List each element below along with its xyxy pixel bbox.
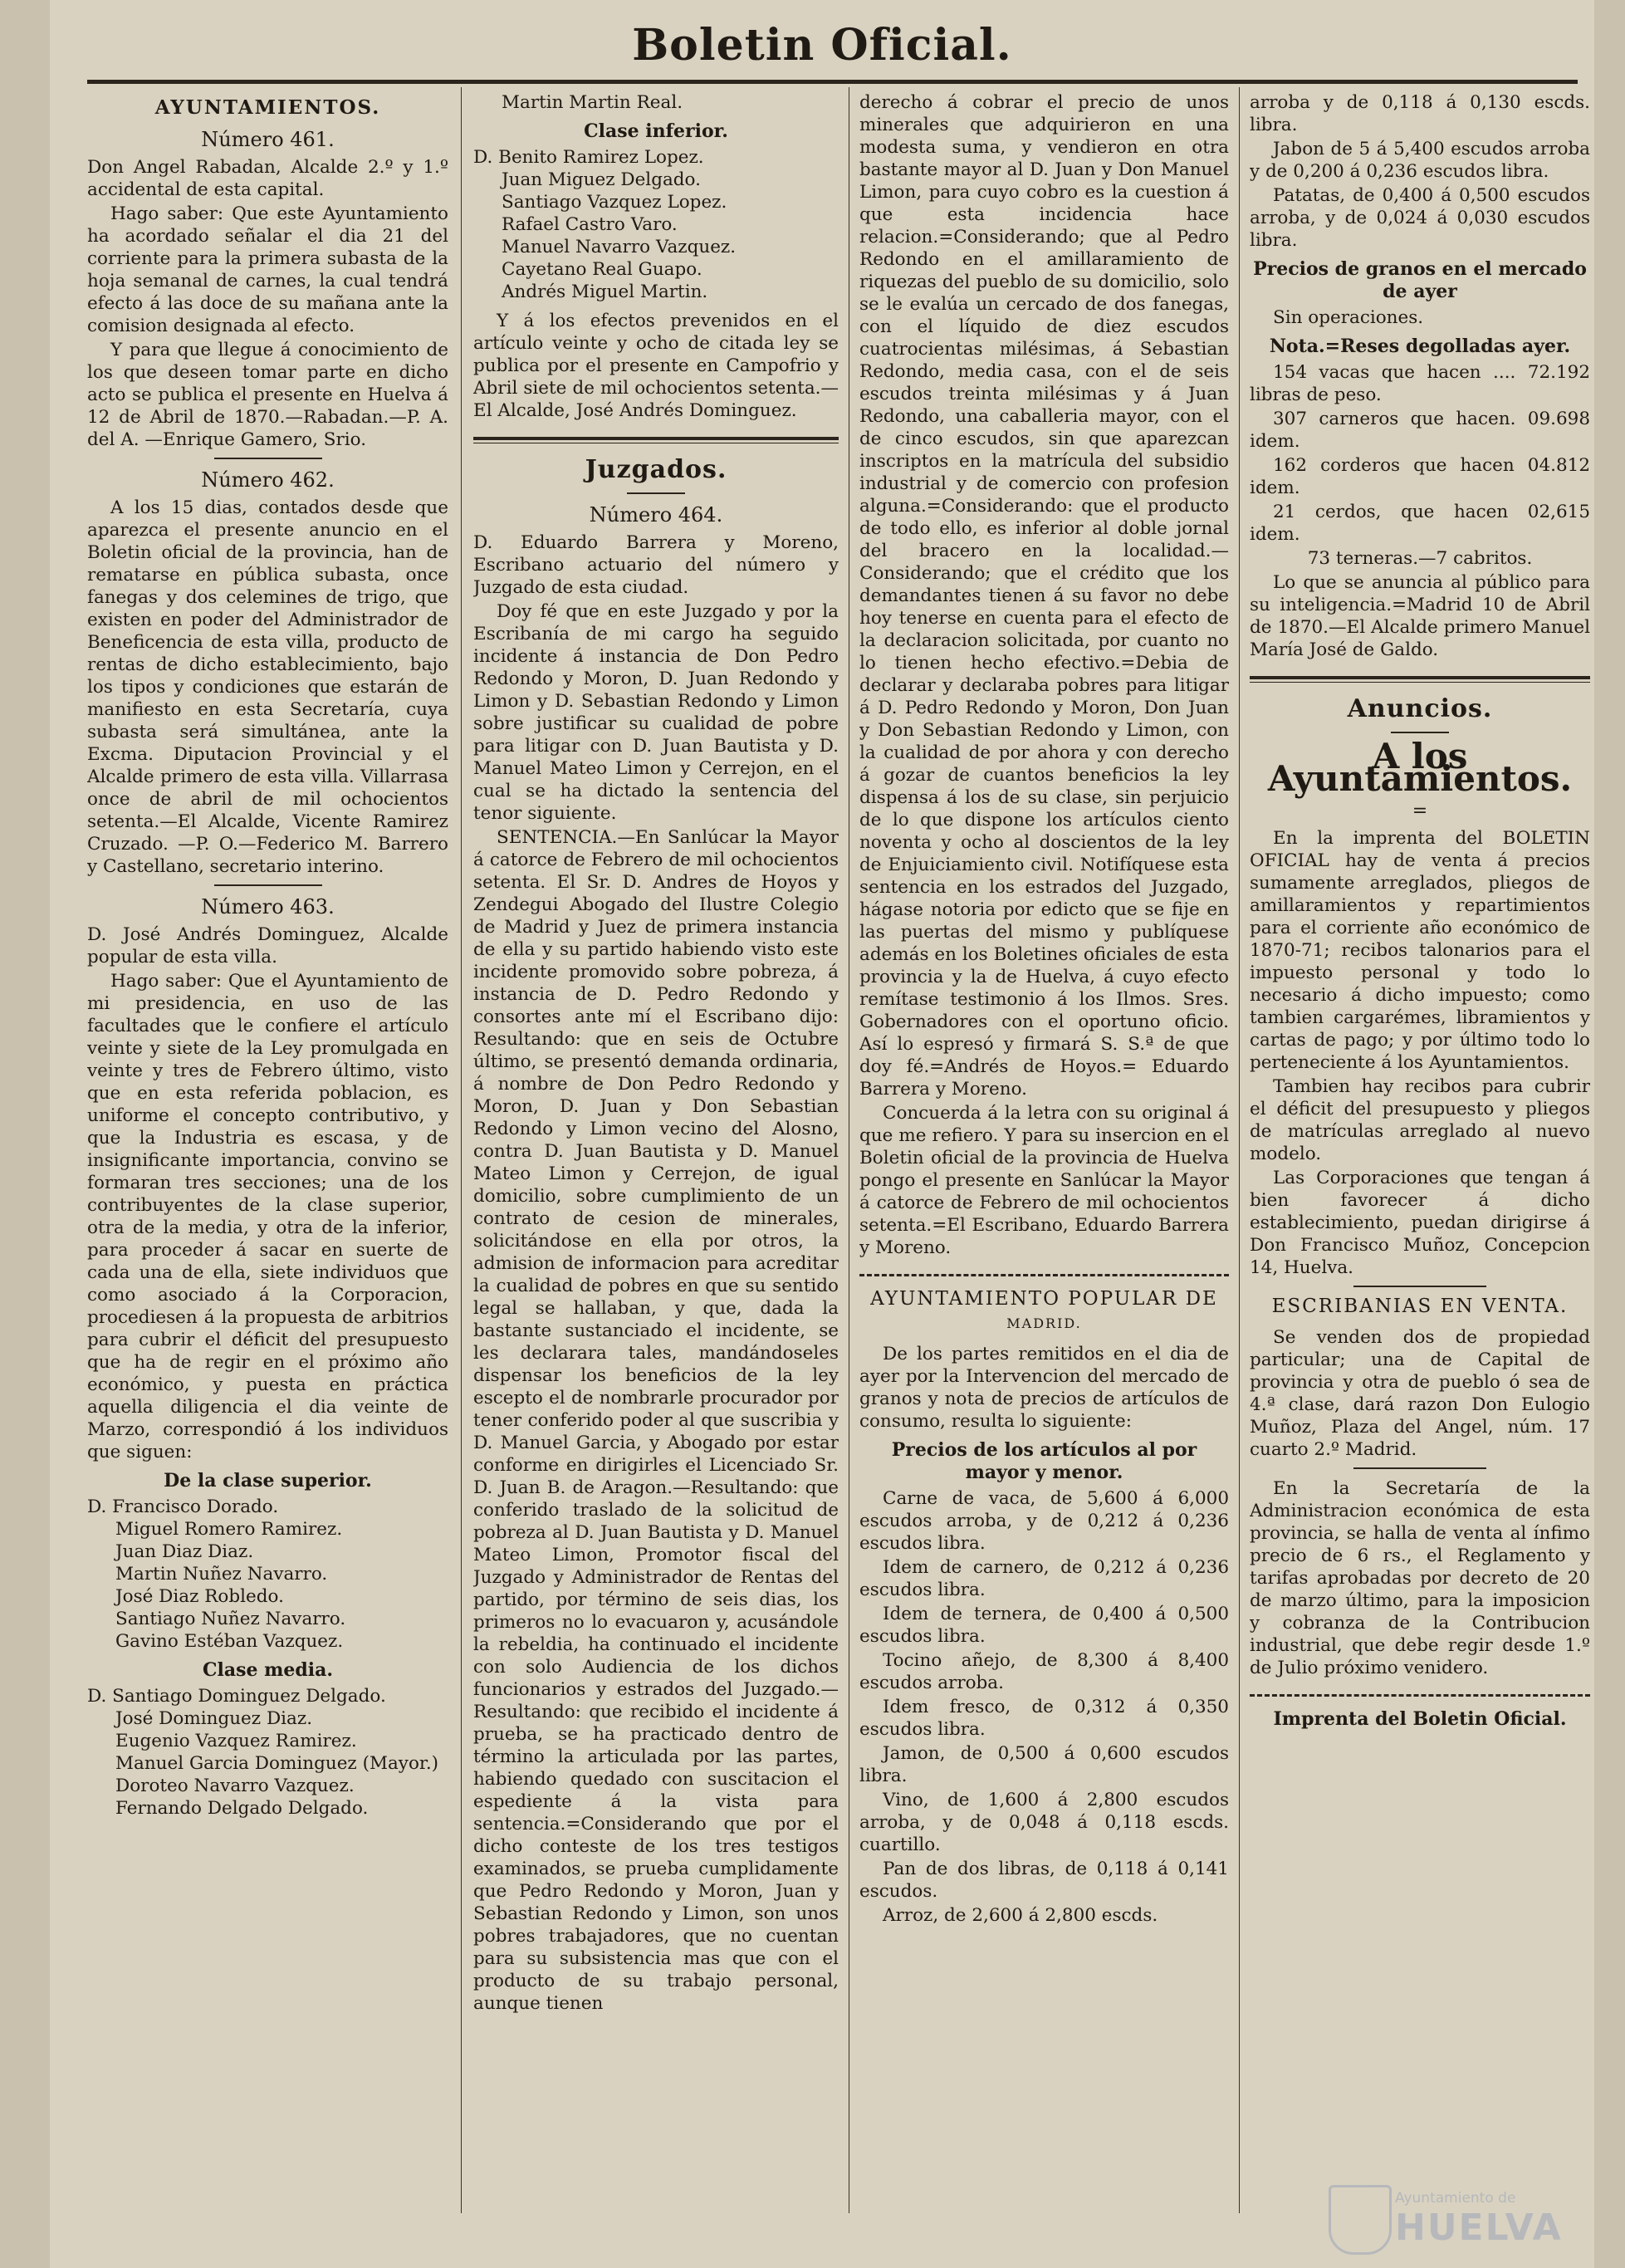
column-3 — [859, 91, 1229, 2251]
paragraph: Y á los efectos prevenidos en el artículo veinte y ocho de citada ley se publica por el presente en Campofrio y Abril siete de mil ochocientos setenta.—El Alcalde, José Andrés Dominguez. — [473, 311, 839, 421]
paragraph: Hago saber: Que el Ayuntamiento de mi presidencia, en uso de las facultades que le confiere el artículo veinte y siete de la Ley promulgada en veinte y tres de Febrero último, visto que en esta referida poblacion, es uniforme el concepto contributivo, y que la Industria es escasa, y de insignificante importancia, convino se formaran tres secciones; una de los contribuyentes de la clase superior, otra de la media, y otra de la inferior, para proceder á sacar en suerte de cada una de ella, siete individuos que como asociado á la Corporacion, procediesen á la propuesta de arbitrios para cubrir el déficit del presupuesto que ha de regir en el próximo año económico, y puesta en práctica aquella diligencia el dia veinte de Marzo, correspondió á los individuos que siguen: — [87, 971, 448, 1462]
price-item: Arroz, de 2,600 á 2,800 escds. — [883, 1905, 1158, 1926]
notice-number-463: Número 463. — [201, 895, 335, 918]
notice-number-464: Número 464. — [589, 503, 723, 527]
paragraph: De los partes remitidos en el dia de ayer por la Intervencion del mercado de granos y nota de precios de artículos de consumo, resulta lo siguiente: — [859, 1344, 1229, 1432]
paragraph: D. Eduardo Barrera y Moreno, Escribano actuario del número y Juzgado de esta ciudad. — [473, 532, 839, 598]
paragraph: Hago saber: Que este Ayuntamiento ha acordado señalar el dia 21 del corriente para la primera subasta de la hoja semanal de carnes, la cual tendrá efecto á las doce de su mañana ante la comision designada al efecto. — [87, 203, 448, 336]
price-item: Tocino añejo, de 8,300 á 8,400 escudos arroba. — [859, 1650, 1229, 1693]
paragraph: En la Secretaría de la Administracion económica de esta provincia, se halla de venta al ínfimo precio de 6 rs., el Reglamento y tarifas aprobadas por decreto de 20 de marzo último, para la imposicion y cobranza de la Contribucion industrial, que debe regir desde 1.º de Julio próximo venidero. — [1250, 1478, 1590, 1678]
paragraph: D. José Andrés Dominguez, Alcalde popular de esta villa. — [87, 924, 448, 967]
paragraph: Y para que llegue á conocimiento de los que deseen tomar parte en dicho acto se publica el presente en Huelva á 12 de Abril de 1870.—Rabadan.—P. A. del A. —Enrique Gamero, Srio. — [87, 340, 448, 450]
watermark-bottom: HUELVA — [1395, 2207, 1563, 2249]
ad-title-escribanias: ESCRIBANIAS EN VENTA. — [1271, 1296, 1569, 1317]
price-item: Vino, de 1,600 á 2,800 escudos arroba, y de 0,048 á 0,118 escds. cuartillo. — [859, 1790, 1229, 1855]
section-title-juzgados: Juzgados. — [585, 455, 727, 484]
list-item: D. Francisco Dorado. — [87, 1496, 279, 1517]
masthead-title: Boletin Oficial. — [632, 20, 1012, 71]
subheading-clase-media: Clase media. — [202, 1659, 334, 1681]
list-item: José Dominguez Diaz. — [115, 1708, 313, 1729]
separator — [214, 458, 322, 459]
paragraph: Se venden dos de propiedad particular; una de Capital de provincia y otra de pueblo ó sea de 4.ª clase, dará razon Don Eulogio Muñoz, Plaza del Angel, núm. 17 cuarto 2.º Madrid. — [1250, 1327, 1590, 1460]
list-item: Santiago Nuñez Navarro. — [115, 1609, 346, 1629]
prices-heading: Precios de los artículos al por mayor y menor. — [891, 1439, 1197, 1483]
list-item: Manuel Navarro Vazquez. — [502, 237, 737, 257]
separator — [1391, 732, 1449, 733]
list-item: José Diaz Robledo. — [115, 1586, 284, 1607]
list-item: Eugenio Vazquez Ramirez. — [115, 1731, 357, 1751]
list-item: Juan Diaz Diaz. — [115, 1541, 254, 1562]
notice-number-461: Número 461. — [201, 128, 335, 151]
crest-icon — [1329, 2185, 1392, 2255]
imprenta-footer: Imprenta del Boletin Oficial. — [1273, 1708, 1567, 1730]
column-divider — [1239, 87, 1240, 2213]
paragraph: Sin operaciones. — [1273, 307, 1424, 328]
column-divider — [461, 87, 462, 2213]
list-item: Manuel Garcia Dominguez (Mayor.) — [115, 1753, 439, 1774]
paragraph: Las Corporaciones que tengan á bien favorecer á dicho establecimiento, puedan dirigirse á Don Francisco Muñoz, Concepcion 14, Huelva. — [1250, 1168, 1590, 1278]
list-item: D. Benito Ramirez Lopez. — [473, 147, 704, 168]
list-item: Martin Nuñez Navarro. — [115, 1564, 328, 1585]
price-item: Pan de dos libras, de 0,118 á 0,141 escudos. — [859, 1859, 1229, 1902]
list-item: Martin Martin Real. — [502, 92, 683, 113]
paragraph: A los 15 dias, contados desde que aparezca el presente anuncio en el Boletin oficial de la provincia, han de rematarse en pública subasta, once fanegas y dos celemines de trigo, que existen en poder del Administrador de Beneficencia de esta villa, producto de rentas de dicho establecimiento, bajo los tipos y condiciones que estarán de manifiesto en esta Secretaría, cuya subasta será simultánea, ante la Excma. Diputacion Provincial y el Alcalde primero de esta villa. Villarrasa once de abril de mil ochocientos setenta.—El Alcalde, Vicente Ramirez Cruzado. —P. O.—Federico M. Barrero y Castellano, secretario interino. — [87, 497, 448, 877]
list-item: Miguel Romero Ramirez. — [115, 1519, 343, 1540]
section-title-ayuntamientos: AYUNTAMIENTOS. — [154, 96, 381, 119]
paragraph: Don Angel Rabadan, Alcalde 2.º y 1.º accidental de esta capital. — [87, 157, 448, 200]
section-divider — [1250, 676, 1590, 683]
section-divider — [1250, 1694, 1590, 1697]
subheading-clase-superior: De la clase superior. — [164, 1470, 372, 1492]
newspaper-page — [50, 0, 1594, 2268]
list-item: Santiago Vazquez Lopez. — [502, 192, 727, 213]
price-item: arroba y de 0,118 á 0,130 escds. libra. — [1250, 92, 1590, 135]
section-title-anuncios: Anuncios. — [1347, 694, 1493, 723]
list-item: Doroteo Navarro Vazquez. — [115, 1776, 355, 1796]
paragraph: derecho á cobrar el precio de unos minerales que adquirieron en una modesta suma, y vendieron en otra bastante mayor al D. Juan y Don Manuel Limon, para cuyo cobro es la cuestion á que esta incidencia hace relacion.=Considerando; que al Pedro Redondo en el amillaramiento de riquezas del pueblo de su domicilio, solo se le evalúa un cercado de dos fanegas, con el líquido de diez escudos cuatrocientas milésimas, á Sebastian Redondo, media casa, con el de seis escudos treinta milésimas y á Juan Redondo, una caballeria mayor, con el de cinco escudos, sin que aparezcan inscriptos en la matrícula del subsidio industrial y de comercio con profesion alguna.=Considerando: que el producto de todo ello, es inferior al doble jornal del bracero en la localidad.—Considerando; que el crédito que los demandantes tienen á su favor no debe hoy tenerse en cuenta para el efecto de la declaracion solicitada, por cuanto no lo tienen hecho efectivo.=Debia de declarar y declaraba pobres para litigar á D. Pedro Redondo y Moron, Don Juan y Don Sebastian Redondo y Limon, con la cualidad de por ahora y con derecho á gozar de cuantos beneficios la ley dispensa á los de su clase, sin perjuicio de lo que dispone los artículos ciento noventa y ocho al doscientos de la ley de Enjuiciamiento civil. Notifíquese esta sentencia en los estrados del Juzgado, hágase notoria por edicto que se fije en las puertas del mismo y publíquese además en los Boletines oficiales de esta provincia y la de Huelva, á cuyo efecto remítase testimonio á los Ilmos. Sres. Gobernadores con el oportuno oficio. Así lo espresó y firmará S. S.ª de que doy fé.=Andrés de Hoyos.= Eduardo Barrera y Moreno. — [859, 92, 1229, 1100]
column-1 — [87, 91, 448, 2251]
price-item: Carne de vaca, de 5,600 á 6,000 escudos arroba, y de 0,212 á 0,236 escudos libra. — [859, 1488, 1229, 1554]
paragraph: Tambien hay recibos para cubrir el déficit del presupuesto y pliegos de matrículas arreglado al nuevo modelo. — [1250, 1076, 1590, 1164]
notice-number-462: Número 462. — [201, 468, 335, 492]
price-item: Jamon, de 0,500 á 0,600 escudos libra. — [859, 1743, 1229, 1786]
list-item: Rafael Castro Varo. — [502, 214, 678, 235]
ornament: = — [1412, 801, 1428, 821]
watermark-top: Ayuntamiento de — [1395, 2190, 1516, 2207]
price-item: Jabon de 5 á 5,400 escudos arroba y de 0,200 á 0,236 escudos libra. — [1250, 139, 1590, 182]
list-item: 21 cerdos, que hacen 02,615 idem. — [1250, 502, 1590, 545]
list-item: 154 vacas que hacen .... 72.192 libras de peso. — [1250, 362, 1590, 405]
list-item: Andrés Miguel Martin. — [502, 282, 708, 302]
price-item: Idem fresco, de 0,312 á 0,350 escudos libra. — [859, 1697, 1229, 1740]
list-item: D. Santiago Dominguez Delgado. — [87, 1686, 386, 1707]
paragraph: En la imprenta del BOLETIN OFICIAL hay de venta á precios sumamente arreglados, pliegos de amillaramientos y repartimientos para el corriente año económico de 1870-71; recibos talonarios para el impuesto personal y todo lo necesario á dicho impuesto; como tambien cargarémes, libramientos y cartas de pago; y por último todo lo perteneciente á los Ayuntamientos. — [1250, 828, 1590, 1073]
ad-title-ayuntamientos: A los Ayuntamientos. — [1267, 736, 1573, 799]
paragraph: SENTENCIA.—En Sanlúcar la Mayor á catorce de Febrero de mil ochocientos setenta. El Sr. D. Andres de Hoyos y Zendegui Abogado del Ilustre Colegio de Madrid y Juez de primera instancia de ella y su partido habiendo visto este incidente promovido sobre pobreza, á instancia de D. Pedro Redondo y consortes ante mí el Escribano dijo: Resultando: que en seis de Octubre último, se presentó demanda ordinaria, á nombre de Don Pedro Redondo y Moron, D. Juan y Don Sebastian Redondo y Limon vecino del Alosno, contra D. Juan Bautista y D. Manuel Mateo Limon y Cerrejon, de igual domicilio, sobre cumplimiento de un contrato de cesion de minerales, solicitándose en ella por otros, la admision de informacion para acreditar la cualidad de pobres en que su sentido legal se hallaban, y que, dada la bastante sustanciado el incidente, se les declarara tales, mandándoseles dispensar los beneficios de la ley escepto el de nombrarle procurador por tener conferido poder al que suscribia y D. Manuel Garcia, y Abogado por estar conforme en dirigirles el Licenciado Sr. D. Juan B. de Aragon.—Resultando: que conferido traslado de la solicitud de pobreza al D. Juan Bautista y D. Manuel Mateo Limon, Promotor fiscal del Juzgado y Administrador de Rentas del partido, por término de seis dias, los primeros no lo evacuaron y, acusándole la rebeldia, ha continuado el incidente con solo Audiencia de los dichos funcionarios y estrados del Juzgado.—Resultando: que recibido el incidente á prueba, se ha practicado dentro de término la articulada por las partes, habiendo quedado con suscitacion el espediente á la vista para sentencia.=Considerando que por el dicho conteste de los tres testigos examinados, se prueba cumplidamente que Pedro Redondo y Moron, Juan y Sebastian Redondo y Limon, son unos pobres trabajadores, que no cuentan para su subsistencia mas que con el producto de su trabajo personal, aunque tienen — [473, 827, 839, 2014]
paragraph: Lo que se anuncia al público para su inteligencia.=Madrid 10 de Abril de 1870.—El Alcalde primero Manuel María José de Galdo. — [1250, 572, 1590, 660]
price-item: Patatas, de 0,400 á 0,500 escudos arroba, y de 0,024 á 0,030 escudos libra. — [1250, 185, 1590, 251]
separator — [627, 492, 685, 494]
section-divider — [859, 1274, 1229, 1276]
list-item: 162 corderos que hacen 04.812 idem. — [1250, 455, 1590, 498]
subheading-clase-inferior: Clase inferior. — [584, 120, 728, 142]
list-item: Gavino Estéban Vazquez. — [115, 1631, 344, 1652]
nota-heading: Nota.=Reses degolladas ayer. — [1269, 336, 1571, 357]
list-item: Juan Miguez Delgado. — [502, 169, 701, 190]
column-4 — [1250, 91, 1590, 2251]
price-item: Idem de ternera, de 0,400 á 0,500 escudos libra. — [859, 1604, 1229, 1647]
separator — [1353, 1467, 1486, 1469]
list-item: 73 terneras.—7 cabritos. — [1307, 548, 1533, 569]
list-item: Cayetano Real Guapo. — [502, 259, 702, 280]
separator — [1353, 1286, 1486, 1287]
paragraph: Doy fé que en este Juzgado y por la Escribanía de mi cargo ha seguido incidente á instancia de Don Pedro Redondo y Moron, D. Juan Redondo y Limon y D. Sebastian Redondo y Limon sobre justificar su cualidad de pobre para litigar con D. Juan Bautista y D. Manuel Mateo Limon y Cerrejon, en el cual se ha dictado la sentencia del tenor siguiente. — [473, 601, 839, 824]
section-divider — [473, 437, 839, 443]
separator — [214, 884, 322, 886]
list-item: 307 carneros que hacen. 09.698 idem. — [1250, 409, 1590, 452]
archive-watermark — [1329, 2185, 1563, 2251]
madrid-heading: AYUNTAMIENTO POPULAR DE — [870, 1288, 1218, 1310]
paragraph: Concuerda á la letra con su original á que me refiero. Y para su insercion en el Boletin oficial de la provincia de Huelva pongo el presente en Sanlúcar la Mayor á catorce de Febrero de mil ochocientos setenta.=El Escribano, Eduardo Barrera y Moreno. — [859, 1103, 1229, 1258]
price-item: Idem de carnero, de 0,212 á 0,236 escudos libra. — [859, 1557, 1229, 1600]
list-item: Fernando Delgado Delgado. — [115, 1798, 369, 1819]
column-2 — [473, 91, 839, 2251]
madrid-subheading: MADRID. — [1006, 1315, 1082, 1331]
header-rule — [87, 80, 1578, 84]
grain-prices-heading: Precios de granos en el mercado de ayer — [1253, 258, 1587, 302]
